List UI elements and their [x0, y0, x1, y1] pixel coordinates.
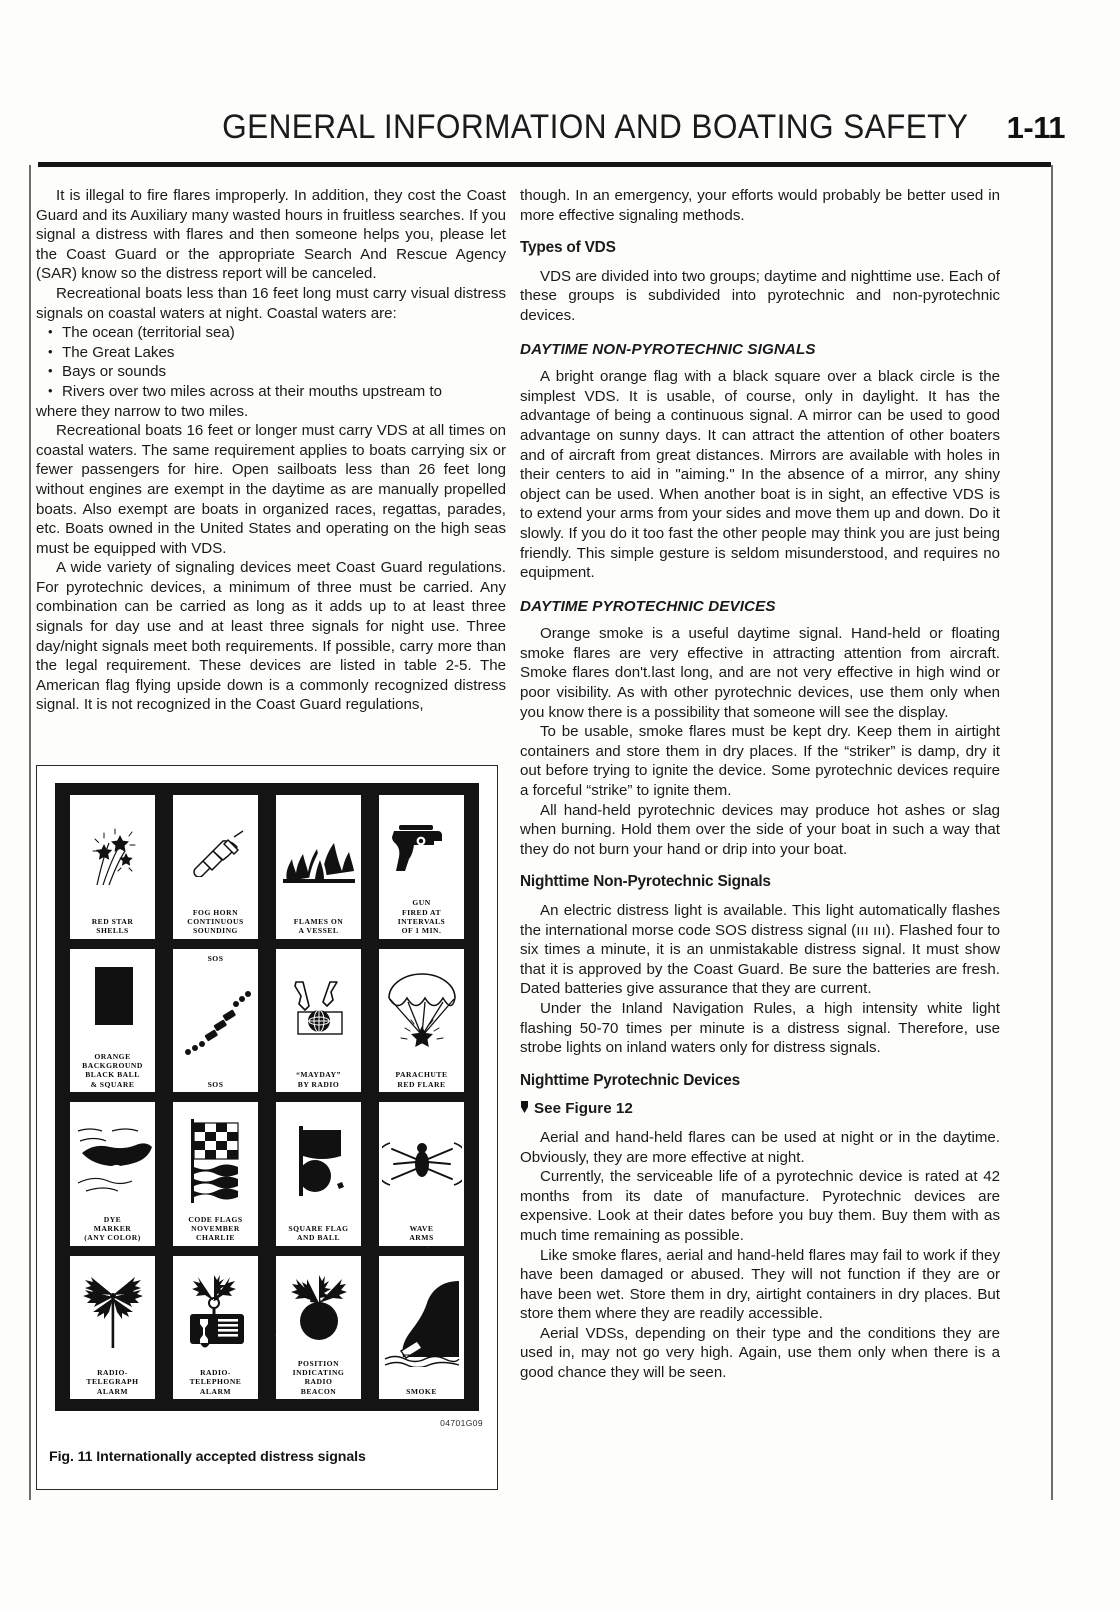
square-flag-ball-icon	[277, 1105, 360, 1224]
paragraph: where they narrow to two miles.	[36, 402, 249, 420]
wave-arms-icon	[380, 1105, 463, 1224]
parachute-flare-icon	[380, 952, 463, 1071]
distress-signal-panel	[379, 949, 464, 1093]
see-figure-label: See Figure 12	[534, 1100, 633, 1118]
distress-signal-cell	[64, 947, 161, 1095]
header-divider	[38, 162, 1051, 167]
dye-marker-icon	[71, 1105, 154, 1215]
radio-telegraph-alarm-icon	[71, 1259, 154, 1369]
left-margin-rule	[29, 165, 31, 1500]
paragraph: A bright orange flag with a black square over a black circle is the simplest VDS. It is usable, of course, only in daylight. It has the advantage of being a continuous signal. A mirror can be used to good advantage on sunny days. It can attract the attention of other boaters and of aircraft from great distances. Mirrors are available with holes in their centers to aid in "aiming." In the absence of a mirror, any shiny object can be used. When another boat is in sight, an effective VDS is to extend your arms from your sides and move them up and down. Do it slowly. If you do it too fast the other people may think you are just being friendly. This simple gesture is seldom misunderstood, and requires no equipment.	[520, 368, 1000, 582]
paragraph: An electric distress light is available. This light automatically flashes the international morse code SOS distress signal (ııı ııı). Flashed four to six times a minute, it is an unmistakable distress signal. It must show that it is approved by the Coast Guard. Be sure the batteries are fresh. Dated batteries give assurance that they are current.	[520, 902, 1000, 998]
right-margin-rule	[1051, 165, 1053, 1500]
distress-signal-cell	[373, 947, 470, 1095]
distress-signal-grid	[55, 783, 479, 1411]
distress-signal-cell	[270, 947, 367, 1095]
panel-top-label: SOS	[207, 953, 224, 963]
distress-signal-cell	[270, 793, 367, 941]
smoke-icon	[380, 1259, 463, 1387]
page-title: GENERAL INFORMATION AND BOATING SAFETY	[221, 108, 968, 146]
distress-signal-panel	[379, 795, 464, 939]
distress-signal-panel	[70, 949, 155, 1093]
paragraph: Like smoke flares, aerial and hand-held flares may fail to work if they have been damaged or abused. They will not function if they are or have been wet. Store them in dry, airtight containers in dry places. But store them where they are readily accessible.	[520, 1246, 1000, 1323]
distress-signal-panel	[173, 795, 258, 939]
distress-signal-cell	[167, 947, 264, 1095]
panel-label: FLAMES ON A VESSEL	[293, 916, 344, 936]
orange-flag-ball-square-icon	[71, 952, 154, 1052]
distress-signal-cell	[270, 1100, 367, 1248]
distress-signal-cell	[64, 793, 161, 941]
panel-label: WAVE ARMS	[409, 1223, 434, 1243]
distress-signal-cell	[167, 1100, 264, 1248]
distress-signal-panel	[276, 949, 361, 1093]
panel-label: ORANGE BACKGROUND BLACK BALL & SQUARE	[82, 1051, 143, 1089]
distress-signal-cell	[167, 793, 264, 941]
heading-types-of-vds: Types of VDS	[520, 239, 616, 257]
paragraph: To be usable, smoke flares must be kept dry. Keep them in airtight containers and store them in dry places. If the “striker” is damp, dry it out before trying to ignite the device. Some pyrotechnic devices require a forceful “strike” to ignite them.	[520, 723, 1000, 800]
panel-label: GUN FIRED AT INTERVALS OF 1 MIN.	[397, 898, 446, 936]
flames-icon	[277, 798, 360, 917]
paragraph: Under the Inland Navigation Rules, a high intensity white light flashing 50-70 times per minute is a distress signal. Therefore, use strobe lights on inland waters only for distress signals.	[520, 999, 1000, 1057]
heading-nighttime-non-pyrotechnic: Nighttime Non-Pyrotechnic Signals	[520, 873, 771, 891]
distress-signal-cell	[373, 793, 470, 941]
panel-label: CODE FLAGS NOVEMBER CHARLIE	[188, 1214, 243, 1243]
morse-sos-icon	[174, 963, 257, 1080]
distress-signal-panel	[70, 1256, 155, 1400]
radio-telephone-alarm-icon	[174, 1259, 257, 1369]
gun-icon	[380, 798, 463, 898]
fog-horn-icon	[174, 798, 257, 908]
paragraph: Currently, the serviceable life of a pyrotechnic device is rated at 42 months from its date of manufacture. Pyrotechnic devices are expensive. Look at their dates before you buy them. Buy them with as much time remaining as possible.	[520, 1168, 1000, 1244]
list-item: • Bays or sounds	[62, 362, 506, 382]
mayday-radio-icon	[277, 952, 360, 1071]
position-indicating-radio-beacon-icon	[277, 1259, 360, 1359]
right-text-column	[520, 186, 1000, 1383]
panel-label: FOG HORN CONTINUOUS SOUNDING	[187, 907, 244, 936]
distress-signal-panel	[276, 795, 361, 939]
distress-signal-cell	[373, 1100, 470, 1248]
see-figure-reference	[520, 1099, 1000, 1119]
list-item: • The Great Lakes	[62, 343, 506, 363]
heading-daytime-pyrotechnic: DAYTIME PYROTECHNIC DEVICES	[520, 597, 776, 615]
code-flags-icon	[174, 1105, 257, 1215]
distress-signal-cell	[64, 1254, 161, 1402]
paragraph: Recreational boats 16 feet or longer must carry VDS at all times on coastal waters. The same requirement applies to boats carrying six or fewer passengers for hire. Open sailboats less than 26 feet long without engines are exempt in the daytime as are manually propelled boats. Also exempt are boats in organized races, regattas, parades, etc. Boats owned in the United States and operating on the high seas must be equipped with VDS.	[36, 422, 506, 557]
distress-signal-cell	[373, 1254, 470, 1402]
figure-11	[36, 765, 498, 1490]
panel-label: SOS	[207, 1079, 224, 1089]
page-number: 1-11	[1006, 110, 1065, 145]
distress-signal-panel	[70, 1102, 155, 1246]
paragraph: It is illegal to fire flares improperly. In addition, they cost the Coast Guard and its Auxiliary many wasted hours in fruitless searches. If you signal a distress with flares and then someone helps you, please let the Coast Guard or the appropriate Search And Rescue Agency (SAR) know so the distress report will be canceled.	[36, 187, 506, 283]
distress-signal-cell	[270, 1254, 367, 1402]
distress-signal-cell	[64, 1100, 161, 1248]
panel-label: RADIO- TELEPHONE ALARM	[189, 1368, 242, 1396]
paragraph: Orange smoke is a useful daytime signal. Hand-held or floating smoke flares are very effective in attracting attention from aircraft. Smoke flares don't.last long, and are not very effective in high wind or poor visibility. As with other pyrotechnic devices, use them only when you know there is a possibility that someone will see the display.	[520, 625, 1000, 721]
panel-label: RED STAR SHELLS	[91, 916, 134, 936]
paragraph: Aerial and hand-held flares can be used at night or in the daytime. Obviously, they are more effective at night.	[520, 1128, 1000, 1166]
distress-signal-cell	[167, 1254, 264, 1402]
paragraph: Recreational boats less than 16 feet long must carry visual distress signals on coastal waters at night. Coastal waters are:	[36, 284, 506, 322]
heading-nighttime-pyrotechnic: Nighttime Pyrotechnic Devices	[520, 1071, 741, 1089]
distress-signal-panel	[276, 1256, 361, 1400]
distress-signal-panel	[173, 949, 258, 1093]
figure-caption: Fig. 11 Internationally accepted distress signals	[49, 1449, 366, 1465]
left-text-column	[36, 186, 506, 715]
paragraph: A wide variety of signaling devices meet Coast Guard regulations. For pyrotechnic devices, a minimum of three must be carried. Any combination can be carried as long as it adds up to at least three signals for day use and at least three signals for night use. Three day/night signals meet both requirements. If possible, carry more than the legal requirement. These devices are listed in table 2-5. The American flag flying upside down is a commonly recognized distress signal. It is not recognized in the Coast Guard regulations,	[36, 559, 506, 714]
list-item: • The ocean (territorial sea)	[62, 323, 506, 343]
paragraph: VDS are divided into two groups; daytime and nighttime use. Each of these groups is subdivided into pyrotechnic and non-pyrotechnic devices.	[520, 267, 1000, 324]
figure-code: 04701G09	[440, 1418, 483, 1428]
paragraph: though. In an emergency, your efforts would probably be better used in more effective signaling methods.	[520, 187, 1000, 224]
panel-label: SMOKE	[406, 1386, 437, 1396]
distress-signal-panel	[379, 1102, 464, 1246]
panel-label: SQUARE FLAG AND BALL	[288, 1223, 349, 1243]
heading-daytime-non-pyrotechnic: DAYTIME NON-PYROTECHNIC SIGNALS	[520, 340, 816, 358]
arrow-bullet-icon	[520, 1099, 529, 1119]
paragraph: All hand-held pyrotechnic devices may produce hot ashes or slag when burning. Hold them over the side of your boat in such a way that they do not burn your hand or drip into your boat.	[520, 801, 1000, 858]
coastal-waters-list	[36, 323, 506, 401]
page-header	[40, 108, 1080, 168]
panel-label: RADIO- TELEGRAPH ALARM	[86, 1368, 139, 1396]
paragraph: Aerial VDSs, depending on their type and the conditions they are used in, may not go very high. Again, use them only when there is a good chance they will be seen.	[520, 1324, 1000, 1382]
distress-signal-panel	[173, 1256, 258, 1400]
list-item: • Rivers over two miles across at their mouths upstream to	[62, 382, 506, 402]
panel-label: PARACHUTE RED FLARE	[395, 1070, 448, 1089]
red-star-shells-icon	[71, 798, 154, 917]
distress-signal-panel	[70, 795, 155, 939]
panel-label: POSITION INDICATING RADIO BEACON	[292, 1358, 345, 1396]
distress-signal-panel	[173, 1102, 258, 1246]
panel-label: “MAYDAY” BY RADIO	[296, 1070, 341, 1089]
panel-label: DYE MARKER (ANY COLOR)	[84, 1214, 141, 1243]
distress-signal-panel	[276, 1102, 361, 1246]
distress-signal-panel	[379, 1256, 464, 1400]
